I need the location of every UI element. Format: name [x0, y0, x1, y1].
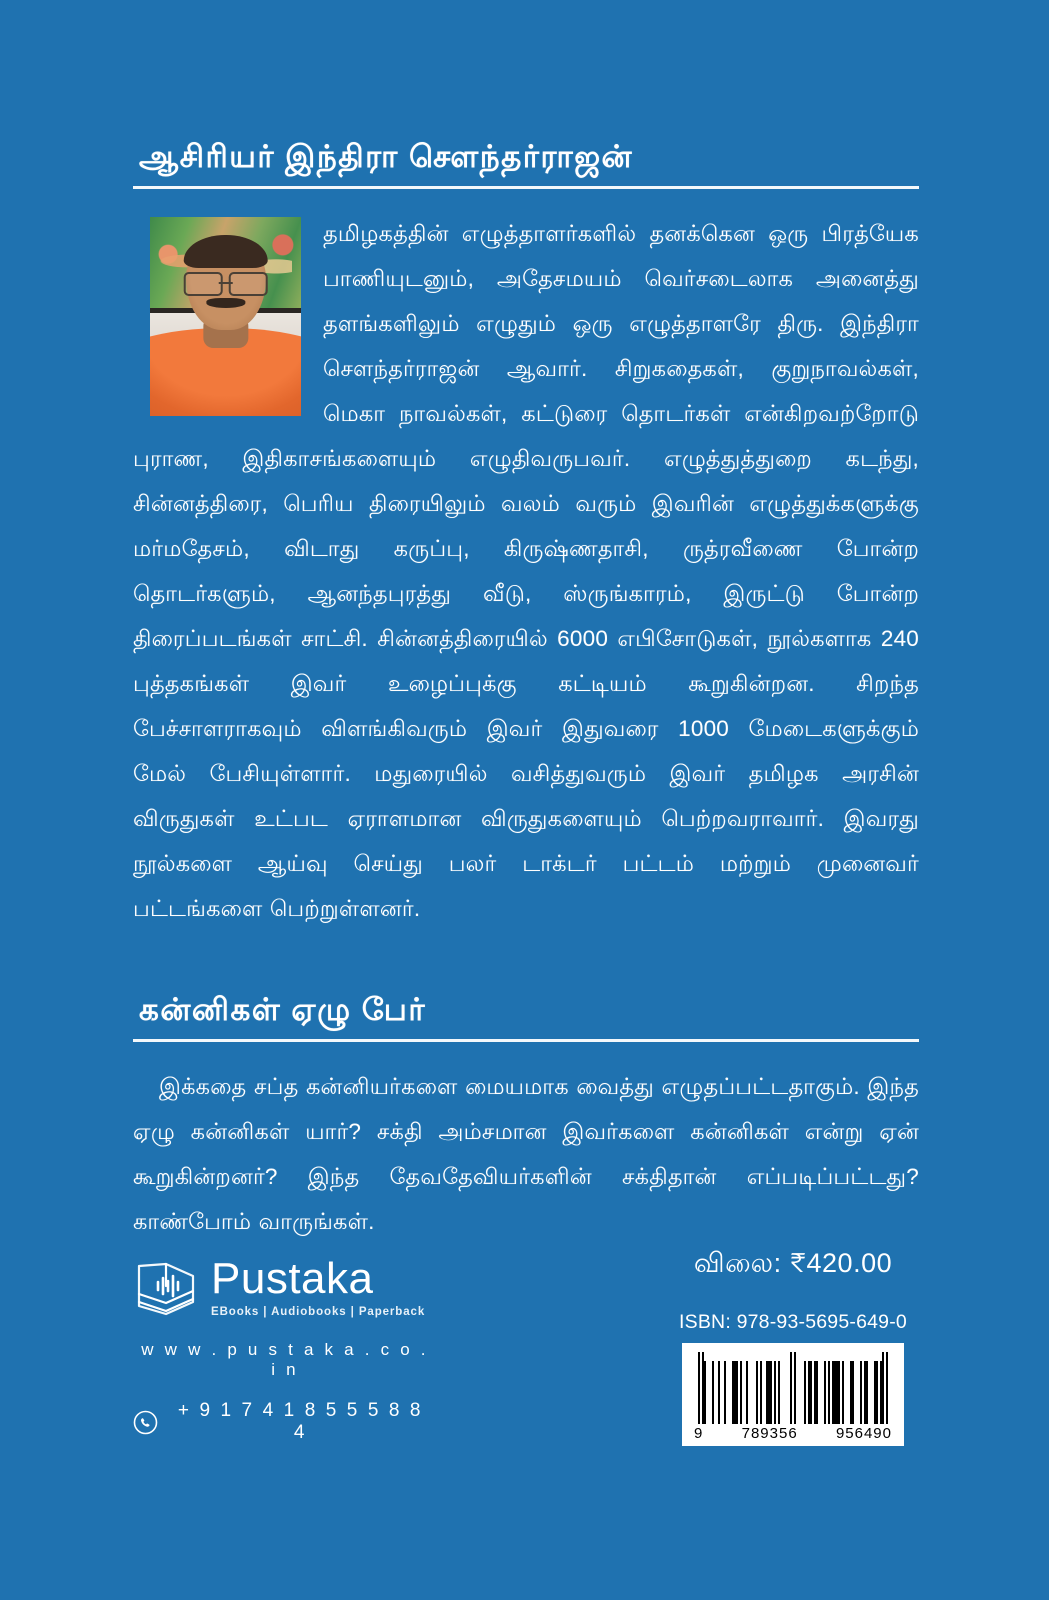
- book-stack-icon: [133, 1256, 199, 1318]
- isbn-label: ISBN: 978-93-5695-649-0: [679, 1311, 907, 1333]
- publisher-phone-number[interactable]: + 9 1 7 4 1 8 5 5 5 8 8 4: [177, 1400, 424, 1443]
- book-heading-divider: [133, 1039, 919, 1042]
- pricing-block: [668, 1248, 918, 1446]
- publisher-tagline: EBooks | Audiobooks | Paperback: [211, 1305, 426, 1318]
- author-block: [133, 211, 919, 931]
- cover-footer: [0, 1238, 1049, 1600]
- cover-content: [133, 138, 919, 1244]
- photo-glasses: [183, 272, 268, 292]
- photo-glasses-left-lens: [183, 272, 223, 296]
- section-spacer: [133, 931, 919, 991]
- barcode: [682, 1343, 904, 1446]
- photo-glasses-right-lens: [228, 272, 268, 296]
- book-section-heading: கன்னிகள் ஏழு பேர்: [139, 991, 427, 1027]
- publisher-website[interactable]: w w w . p u s t a k a . c o . i n: [141, 1340, 429, 1379]
- publisher-name: Pustaka: [211, 1253, 374, 1303]
- photo-mustache: [206, 298, 245, 308]
- whatsapp-icon: [133, 1410, 158, 1435]
- author-portrait-photo: [150, 217, 301, 416]
- barcode-digits: [692, 1425, 894, 1442]
- author-heading-divider: [133, 186, 919, 189]
- author-biography-paragraph: தமிழகத்தின் எழுத்தாளர்களில் தனக்கென ஒரு பிரத்யேக பாணியுடனும், அதேசமயம் வெர்சடைலாக அனைத்து தளங்களிலும் எழுதும் ஒரு எழுத்தாளரே திரு. இந்திரா சௌந்தர்ராஜன் ஆவார். சிறுகதைகள், குறுநாவல்கள், மெகா நாவல்கள், கட்டுரை தொடர்கள் என்கிறவற்றோடு புராண, இதிகாசங்களையும் எழுதிவருபவர். எழுத்துத்துறை கடந்து, சின்னத்திரை, பெரிய திரையிலும் வலம் வரும் இவரின் எழுத்துக்களுக்கு மர்மதேசம், விடாது கருப்பு, கிருஷ்ணதாசி, ருத்ரவீணை போன்ற தொடர்களும், ஆனந்தபுரத்து வீடு, ஸ்ருங்காரம், இருட்டு போன்ற திரைப்படங்கள் சாட்சி. சின்னத்திரையில் 6000 எபிசோடுகள், நூல்களாக 240 புத்தகங்கள் இவர் உழைப்புக்கு கட்டியம் கூறுகின்றன. சிறந்த பேச்சாளராகவும் விளங்கிவரும் இவர் இதுவரை 1000 மேடைகளுக்கும் மேல் பேசியுள்ளார். மதுரையில் வசித்துவரும் இவர் தமிழக அரசின் விருதுகள் உட்பட ஏராளமான விருதுகளையும் பெற்றவராவார். இவரது நூல்களை ஆய்வு செய்து பலர் டாக்டர் பட்டம் மற்றும் முனைவர் பட்டங்களை பெற்றுள்ளனர்.: [133, 220, 919, 921]
- barcode-digit-mid: 789356: [741, 1425, 798, 1442]
- publisher-logo-row: [133, 1253, 433, 1318]
- author-section-heading: ஆசிரியர் இந்திரா சௌந்தர்ராஜன்: [139, 139, 634, 174]
- publisher-phone-row: [133, 1400, 433, 1444]
- barcode-digit-left: 9: [694, 1425, 704, 1442]
- publisher-name-wrap: [211, 1253, 426, 1318]
- barcode-digit-right: 956490: [835, 1425, 892, 1442]
- barcode-bars: [692, 1352, 894, 1424]
- publisher-brand: [133, 1253, 433, 1444]
- book-synopsis-paragraph: இக்கதை சப்த கன்னியர்களை மையமாக வைத்து எழுதப்பட்டதாகும். இந்த ஏழு கன்னிகள் யார்? சக்தி அம்சமான இவர்களை கன்னிகள் என்று ஏன் கூறுகின்றனர்? இந்த தேவதேவியர்களின் சக்திதான் எப்படிப்பட்டது? காண்போம் வாருங்கள்.: [133, 1073, 919, 1234]
- price-label: விலை: ₹420.00: [693, 1248, 893, 1278]
